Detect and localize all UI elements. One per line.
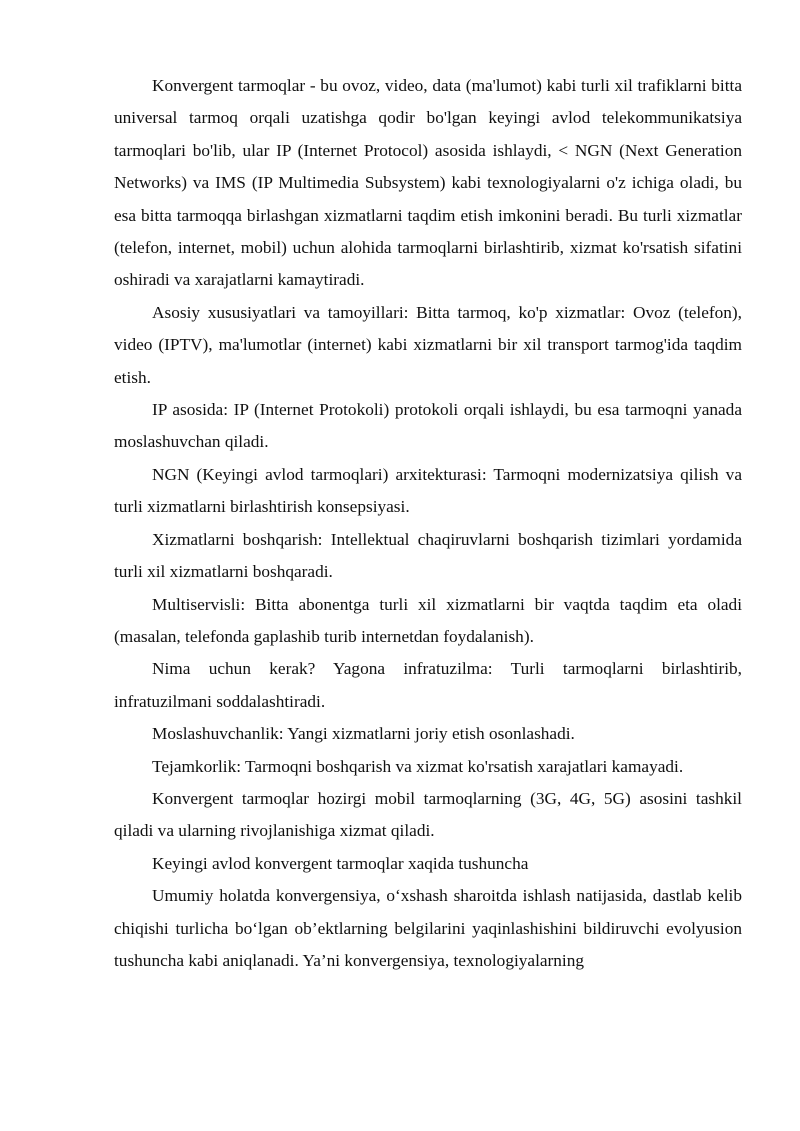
paragraph-4: NGN (Keyingi avlod tarmoqlari) arxitekturasi: Tarmoqni modernizatsiya qilish va turli xizmatlarni birlashtirish konsepsiyasi.	[114, 464, 742, 517]
paragraph-10: Konvergent tarmoqlar hozirgi mobil tarmoqlarning (3G, 4G, 5G) asosini tashkil qiladi va ularning rivojlanishiga xizmat qiladi.	[114, 788, 742, 841]
section-heading: Keyingi avlod konvergent tarmoqlar xaqida tushuncha	[152, 853, 529, 873]
document-body	[114, 70, 742, 977]
paragraph-7: Nima uchun kerak? Yagona infratuzilma: Turli tarmoqlarni birlashtirib, infratuzilmani soddalashtiradi.	[114, 659, 742, 711]
paragraph-6: Multiservisli: Bitta abonentga turli xil xizmatlarni bir vaqtda taqdim eta oladi (masalan, telefonda gaplashib turib internetdan foydalanish).	[114, 594, 742, 646]
paragraph-2: Asosiy xususiyatlari va tamoyillari: Bitta tarmoq, ko'p xizmatlar: Ovoz (telefon), video (IPTV), ma'lumotlar (internet) kabi xizmatlarni bir xil transport tarmog'ida taqdim etish.	[114, 302, 742, 387]
paragraph-3: IP asosida: IP (Internet Protokoli) protokoli orqali ishlaydi, bu esa tarmoqni yanada moslashuvchan qiladi.	[114, 400, 742, 452]
paragraph-9: Tejamkorlik: Tarmoqni boshqarish va xizmat ko'rsatish xarajatlari kamayadi.	[152, 756, 684, 776]
paragraph-8: Moslashuvchanlik: Yangi xizmatlarni joriy etish osonlashadi.	[152, 724, 575, 744]
paragraph-5: Xizmatlarni boshqarish: Intellektual chaqiruvlarni boshqarish tizimlari yordamida turli xil xizmatlarni boshqaradi.	[114, 529, 742, 582]
paragraph-1: Konvergent tarmoqlar - bu ovoz, video, data (ma'lumot) kabi turli xil trafiklarni bitta universal tarmoq orqali uzatishga qodir bo'lgan keyingi avlod telekommunikatsiya tarmoqlari bo'lib, ular IP (Internet Protocol) asosida ishlaydi, < NGN (Next Generation Networks) va IMS (IP Multimedia Subsystem) kabi texnologiyalarni o'z ichiga oladi, bu esa bitta tarmoqqa birlashgan xizmatlarni taqdim etish imkonini beradi. Bu turli xizmatlar (telefon, internet, mobil) uchun alohida tarmoqlarni birlashtirib, xizmat ko'rsatish sifatini oshiradi va xarajatlarni kamaytiradi.	[114, 76, 742, 290]
paragraph-12: Umumiy holatda konvergensiya, o‘xshash sharoitda ishlash natijasida, dastlab kelib chiqishi turlicha bo‘lgan ob’ektlarning belgilarini yaqinlashishini bildiruvchi evolyusion tushuncha kabi aniqlanadi. Ya’ni konvergensiya, texnologiyalarning	[114, 886, 742, 970]
